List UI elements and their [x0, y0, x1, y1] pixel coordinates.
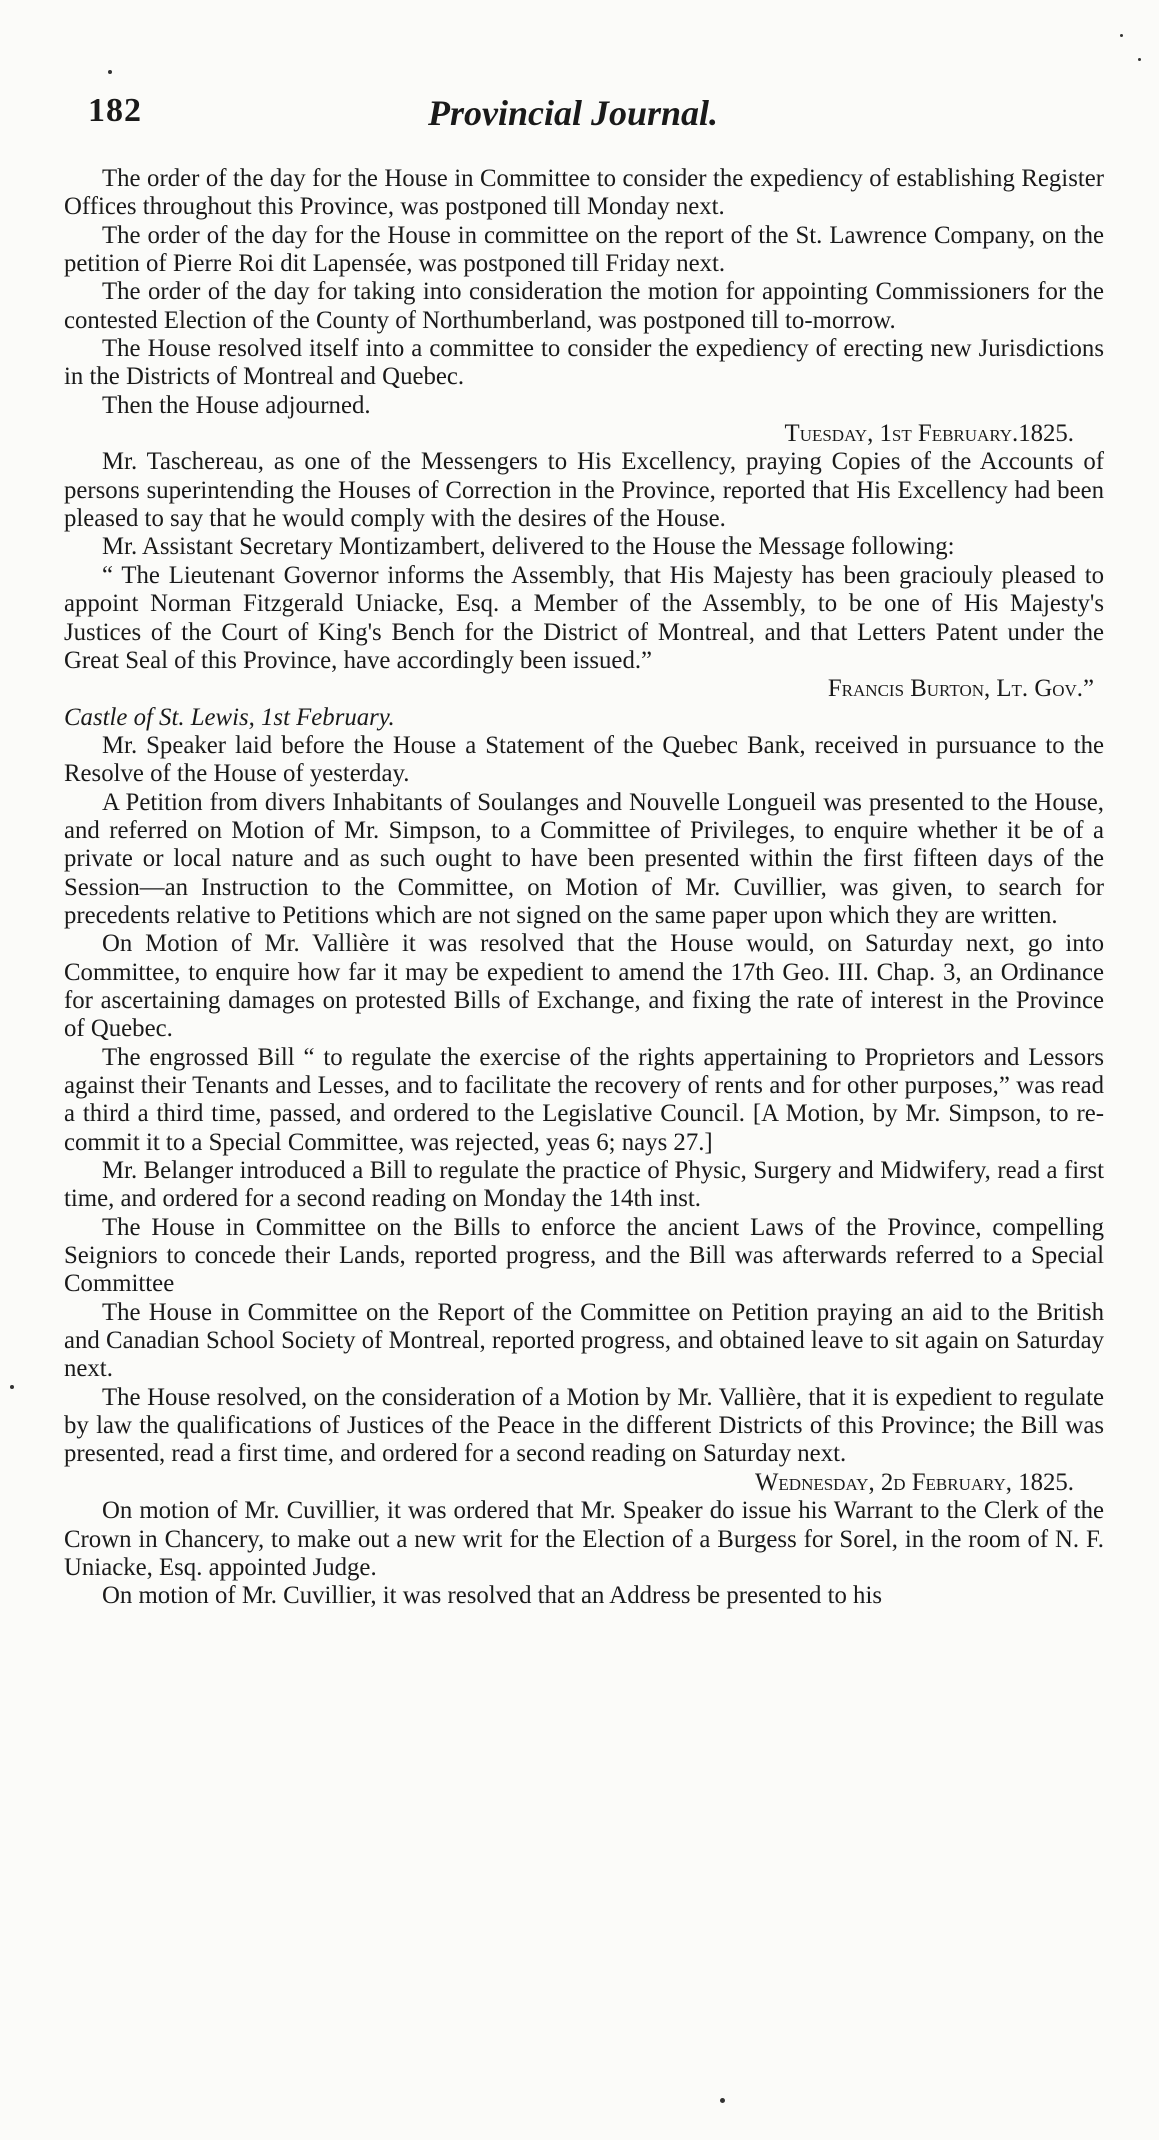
paragraph-justices-of-peace: The House resolved, on the consideration of a Motion by Mr. Vallière, that it is expedient to regulate by law the qualifications of Justices of the Peace in the different Districts of this Province; the Bill was presented, read a first time, and ordered for a second reading on Saturday next. — [64, 1383, 1104, 1468]
date-heading-wednesday: Wednesday, 2d February, 1825. — [755, 1468, 1074, 1496]
message-quote: “ The Lieutenant Governor informs the Assembly, that His Majesty has been graciouly pleased to appoint Norman Fitzgerald Uniacke, Esq. a Member of the Assembly, to be one of His Majesty's Justices of the Court of King's Bench for the District of Montreal, and that Letters Patent under the Great Seal of this Province, have accordingly been issued.” — [64, 561, 1104, 674]
ink-speck — [720, 2098, 725, 2103]
paragraph-new-jurisdictions: The House resolved itself into a committee to consider the expediency of erecting new Jurisdictions in the Districts of Montreal and Quebec. — [64, 335, 1104, 391]
paragraph-northumberland-election: The order of the day for taking into consideration the motion for appointing Commissioners for the contested Election of the County of Northumberland, was postponed till to-morrow. — [64, 278, 1104, 334]
ink-speck — [10, 1385, 14, 1389]
paragraph-soulanges-petition: A Petition from divers Inhabitants of Soulanges and Nouvelle Longueil was presented to the House, and referred on Motion of Mr. Simpson, to a Committee of Privileges, to enquire whether it be of a private or local nature and as such ought to have been presented within the first fifteen days of the Session—an Instruction to the Committee, on Motion of Mr. Cuvillier, was given, to search for precedents relative to Petitions which are not signed on the same paper upon which they are written. — [64, 788, 1104, 929]
paragraph-quebec-bank: Mr. Speaker laid before the House a Statement of the Quebec Bank, received in pursuance to the Resolve of the House of yesterday. — [64, 731, 1104, 788]
paragraph-ancient-laws: The House in Committee on the Bills to enforce the ancient Laws of the Province, compelling Seigniors to concede their Lands, reported progress, and the Bill was afterwards referred to a Special Committee — [64, 1213, 1104, 1298]
paragraph-bills-of-exchange: On Motion of Mr. Vallière it was resolved that the House would, on Saturday next, go into Committee, to enquire how far it may be expedient to amend the 17th Geo. III. Chap. 3, an Ordinance for ascertaining damages on protested Bills of Exchange, and fixing the rate of interest in the Province of Quebec. — [64, 930, 1104, 1043]
paragraph-adjourned: Then the House adjourned. — [102, 391, 371, 419]
paragraph-register-offices: The order of the day for the House in Committee to consider the expediency of establishing Register Offices throughout this Province, was postponed till Monday next. — [64, 165, 1104, 221]
paragraph-taschereau: Mr. Taschereau, as one of the Messengers to His Excellency, praying Copies of the Accounts of persons superintending the Houses of Correction in the Province, reported that His Excellency had been pleased to say that he would comply with the desires of the House. — [64, 448, 1104, 533]
paragraph-engrossed-bill: The engrossed Bill “ to regulate the exercise of the rights appertaining to Proprietors and Lessors against their Tenants and Lesses, and to facilitate the recovery of rents and for other purposes,” was read a third a third time, passed, and ordered to the Legislative Council. [A Motion, by Mr. Simpson, to re-commit it to a Special Committee, was rejected, yeas 6; nays 27.] — [64, 1043, 1104, 1156]
journal-body — [64, 165, 1104, 1611]
paragraph-school-society: The House in Committee on the Report of the Committee on Petition praying an aid to the British and Canadian School Society of Montreal, reported progress, and obtained leave to sit again on Saturday next. — [64, 1298, 1104, 1383]
ink-speck — [1138, 58, 1141, 61]
message-signature: Francis Burton, Lt. Gov.” — [827, 675, 1094, 703]
page-number: 182 — [88, 92, 142, 129]
ink-speck — [108, 70, 112, 74]
running-title: Provincial Journal. — [428, 93, 719, 133]
paragraph-st-lawrence-company: The order of the day for the House in committee on the report of the St. Lawrence Company, on the petition of Pierre Roi dit Lapensée, was postponed till Friday next. — [64, 221, 1104, 278]
paragraph-montizambert: Mr. Assistant Secretary Montizambert, delivered to the House the Message following: — [102, 533, 955, 561]
ink-speck — [1120, 34, 1123, 37]
page-header — [88, 92, 1118, 142]
message-place-date: Castle of St. Lewis, 1st February. — [64, 703, 395, 731]
paragraph-physic-bill: Mr. Belanger introduced a Bill to regulate the practice of Physic, Surgery and Midwifery, read a first time, and ordered for a second reading on Monday the 14th inst. — [64, 1157, 1104, 1213]
paragraph-address: On motion of Mr. Cuvillier, it was resolved that an Address be presented to his — [102, 1582, 882, 1610]
date-heading-tuesday: Tuesday, 1st February.1825. — [784, 420, 1074, 448]
paragraph-sorel-writ: On motion of Mr. Cuvillier, it was ordered that Mr. Speaker do issue his Warrant to the Clerk of the Crown in Chancery, to make out a new writ for the Election of a Burgess for Sorel, in the room of N. F. Uniacke, Esq. appointed Judge. — [64, 1497, 1104, 1581]
